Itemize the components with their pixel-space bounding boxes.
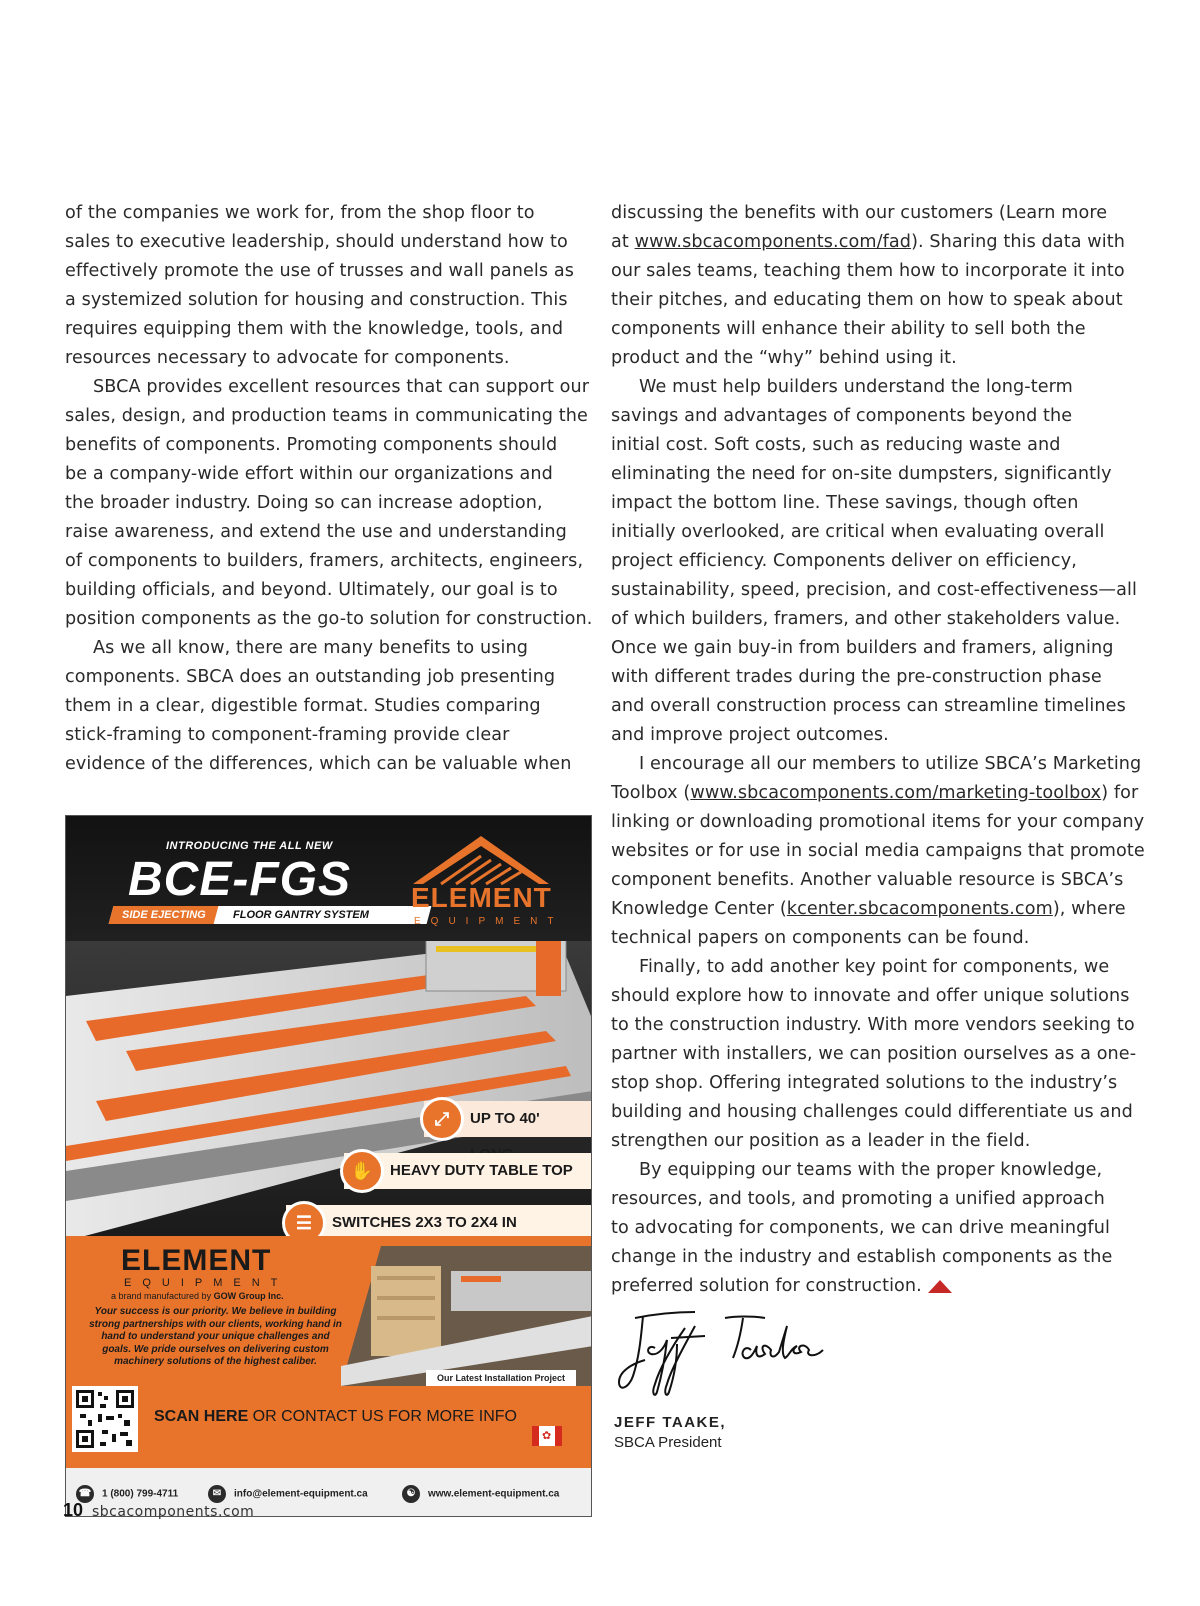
expand-arrows-icon: ⤢: [420, 1097, 464, 1141]
element-logo-bottom-text: ELEMENT: [121, 1244, 272, 1277]
qr-code[interactable]: [72, 1386, 138, 1452]
ad-product-title: BCE-FGS: [128, 853, 351, 906]
paragraph-left-2: SBCA provides excellent resources that can support our sales, design, and production teams in communicating the benefits of components. Promoting components should be a company-wide effort within our organizations and the broader industry. Doing so can increase adoption, raise awareness, and extend the use and understanding of components to builders, framers, architects, engineers, building officials, and beyond. Ultimately, our goal is to position components as the go-to solution for construction.: [65, 377, 593, 629]
right-text-column: [611, 199, 1145, 1301]
ad-subtitle-2: FLOOR GANTRY SYSTEM: [233, 909, 369, 921]
manufacturer-line: a brand manufactured by GOW Group Inc.: [111, 1291, 284, 1301]
installation-photo: [341, 1246, 592, 1386]
footer-website: sbcacomponents.com: [92, 1504, 255, 1520]
installation-caption: Our Latest Installation Project: [426, 1370, 576, 1386]
phone-icon: ☎: [76, 1485, 94, 1503]
paragraph-right-4: Finally, to add another key point for components, we should explore how to innovate and offer unique solutions to the construction industry. With more vendors seeking to partner with installers, we can position ourselves as a one- stop shop. Offering integrated solutions to the industry’s building and housing challenges could differentiate us and strengthen our position as a leader in the field.: [611, 957, 1137, 1151]
page-number: 10: [63, 1500, 84, 1520]
feature-length: ⤢ UP TO 40': [424, 1101, 592, 1137]
strong-arm-icon: ✋: [340, 1149, 384, 1193]
contact-email[interactable]: ✉ info@element-equipment.ca: [208, 1485, 368, 1504]
paragraph-right-1: discussing the benefits with our customers (Learn more at www.sbcacomponents.com/fad). Sharing this data with our sales teams, teaching them how to incorporate it into their pitches, and educating them on how to speak about components will enhance their ability to sell both the product and the “why” behind using it.: [611, 203, 1125, 368]
element-logo-bottom-subtext: EQUIPMENT: [124, 1277, 289, 1289]
feature-table-top: ✋ HEAVY DUTY TABLE TOP: [344, 1153, 592, 1189]
contact-website[interactable]: ☯ www.element-equipment.ca: [402, 1485, 559, 1504]
ad-intro-text: INTRODUCING THE ALL NEW: [166, 840, 333, 852]
element-logo-subtext: EQUIPMENT: [414, 916, 564, 927]
paragraph-right-3: I encourage all our members to utilize SBCA’s Marketing Toolbox (www.sbcacomponents.com/marketing-toolbox) for linking or downloading promotional items for your company websites or for use in social media campaigns that promote component benefits. Another valuable resource is SBCA’s Knowledge Center (kcenter.sbcacomponents.com), where technical papers on components can be found.: [611, 754, 1145, 948]
marketing-toolbox-link[interactable]: www.sbcacomponents.com/marketing-toolbox: [690, 783, 1102, 803]
element-equipment-advertisement: [65, 815, 592, 1517]
paragraph-right-5: By equipping our teams with the proper knowledge, resources, and tools, and promoting a unified approach to advocating for components, we can drive meaningful change in the industry and establish components as the preferred solution for construction.: [611, 1160, 1113, 1296]
envelope-icon: ✉: [208, 1485, 226, 1503]
handwritten-signature: [615, 1298, 825, 1398]
ad-subtitle-1: SIDE EJECTING: [122, 909, 206, 921]
ad-tagline: Your success is our priority. We believe in building strong partnerships with our clients, working hand in hand to understand your unique challenges and goals. We pride ourselves on delivering custom machinery solutions of the highest caliber.: [89, 1306, 342, 1368]
end-triangle-icon: [928, 1280, 952, 1293]
element-logo-roof-icon: [411, 834, 551, 886]
contact-phone[interactable]: ☎ 1 (800) 799-4711: [76, 1485, 178, 1504]
paragraph-left-3: As we all know, there are many benefits to using components. SBCA does an outstanding job presenting them in a clear, digestible format. Studies comparing stick-framing to component-framing provide clear evidence of the differences, which can be valuable when: [65, 638, 572, 774]
knowledge-center-link[interactable]: kcenter.sbcacomponents.com: [786, 899, 1053, 919]
fad-link[interactable]: www.sbcacomponents.com/fad: [634, 232, 912, 252]
paragraph-right-2: We must help builders understand the long-term savings and advantages of components beyond the initial cost. Soft costs, such as reducing waste and eliminating the need for on-site dumpsters, significantly impact the bottom line. These savings, though often initially overlooked, are critical when evaluating overall project efficiency. Components deliver on efficiency, sustainability, speed, precision, and cost-effectiveness—all of which builders, framers, and other stakeholders value. Once we gain buy-in from builders and framers, aligning with different trades during the pre-construction phase and overall construction process can streamline timelines and improve project outcomes.: [611, 377, 1137, 745]
signer-title: SBCA President: [614, 1434, 722, 1451]
scan-cta: SCAN HERE OR CONTACT US FOR MORE INFO: [154, 1408, 517, 1425]
clipboard-icon: ☰: [282, 1201, 326, 1245]
element-logo-text: ELEMENT: [411, 882, 552, 913]
feature-switch: ☰ SWITCHES 2X3 TO 2X4 IN: [286, 1205, 592, 1241]
canada-flag-icon: ✿: [532, 1426, 562, 1446]
paragraph-left-1: of the companies we work for, from the shop floor to sales to executive leadership, should understand how to effectively promote the use of trusses and wall panels as a systemized solution for housing and construction. This requires equipping them with the knowledge, tools, and resources necessary to advocate for components.: [65, 203, 575, 368]
globe-icon: ☯: [402, 1485, 420, 1503]
signer-name: JEFF TAAKE,: [614, 1414, 727, 1431]
gantry-machine-photo: [66, 941, 592, 1241]
left-text-column: [65, 199, 593, 779]
